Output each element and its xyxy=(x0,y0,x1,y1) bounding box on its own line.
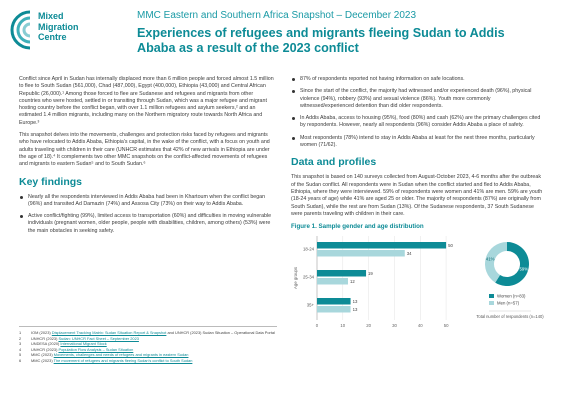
data-profiles-heading: Data and profiles xyxy=(291,156,377,169)
data-label: 19 xyxy=(368,271,373,277)
gender-age-chart xyxy=(291,234,544,346)
bar xyxy=(317,270,366,277)
footnote: 3 UNDESA (2020) International Migrant Stock xyxy=(19,341,107,347)
intro-paragraph-2: This snapshot delves into the movements, challenges and protection risks faced by refugees and migrants who have relocated to Addis Ababa, Ethiopia's capital, in the wake of the conflict, with a focus on youth and adults traveling with children in their care (UNHCR estimates that 42% of new arrivals in Ethiopia are under the age of 18).⁴ It complements two other MMC snapshots on the conflict-affected movements of refugees and migrants to eastern Sudan⁵ and to South Sudan.⁶ xyxy=(19,132,270,168)
footnote-link[interactable]: International Migrant Stock xyxy=(60,341,107,347)
bar xyxy=(317,306,351,313)
snapshot-subtitle: MMC Eastern and Southern Africa Snapshot – December 2023 xyxy=(137,10,417,21)
data-label: 13 xyxy=(352,307,358,313)
data-paragraph: This snapshot is based on 140 surveys collected from August-October 2023, 4-6 months after the outbreak of the Sudan conflict. All respondents were in Sudan when the conflict started and fled to Addis Ababa, Ethiopia, where they were interviewed. 59% of respondents were women and 41% are men. 59% are youth (18-24 years of age) while 41% are aged 25 or older. The majority of respondents (87%) are originally from South Sudan), while the rest are from Sudan (13%). Of the Sudanese respondents, 37 South Sudanese were parents traveling with children in their care. xyxy=(291,174,543,217)
legend-swatch xyxy=(489,294,494,298)
y-tick-label: 25-34 xyxy=(303,274,314,280)
x-tick-label: 40 xyxy=(417,323,423,329)
bar xyxy=(317,298,351,305)
x-tick-label: 0 xyxy=(315,323,319,329)
footnote: 1 IOM (2023) Displacement Tracking Matrix: Sudan Situation Report & Snapshot and UNHCR (2023) Sudan Situation – Operational Data Portal xyxy=(19,330,275,335)
data-label: 12 xyxy=(349,279,355,285)
y-tick-label: 18-24 xyxy=(303,246,314,252)
data-label: 34 xyxy=(406,251,412,257)
footnote-link[interactable]: Movements, challenges and needs of refugees and migrants in eastern Sudan xyxy=(53,352,189,358)
bar xyxy=(317,242,446,249)
legend-swatch xyxy=(489,301,494,305)
footnote-link[interactable]: Displacement Tracking Matrix: Sudan Situation Report & Snapshot xyxy=(51,330,167,335)
footnote-link[interactable]: Sudan: UNHCR Fact Sheet – September 2023 xyxy=(58,335,139,341)
x-tick-label: 30 xyxy=(392,323,397,329)
bar xyxy=(317,250,405,257)
footnote-link[interactable]: The movement of refugees and migrants fleeing Sudan's conflict to South Sudan xyxy=(53,357,193,363)
figure-title: Figure 1. Sample gender and age distribution xyxy=(291,223,424,231)
footnote-link[interactable]: Population Flow Analysis – Sudan Situation xyxy=(58,346,134,352)
x-tick-label: 20 xyxy=(366,323,372,329)
donut-label: 41% xyxy=(485,257,495,263)
logo-arcs-icon xyxy=(8,8,38,52)
legend-label: Men (n=57) xyxy=(497,301,520,307)
donut-total-label: Total number of respondents (n=140) xyxy=(476,314,544,320)
key-findings-list xyxy=(19,194,274,235)
footnote: 5 MMC (2023) Movements, challenges and needs of refugees and migrants in eastern Sudan xyxy=(19,352,189,358)
finding-item: Nearly all the respondents interviewed in Addis Ababa had been in Khartoum when the conflict began (96%) and transited Ad Damazin (74%) and Assosa City (73%) on their way to Addis Ababa. xyxy=(19,194,274,209)
donut-slice xyxy=(485,242,507,283)
footnote: 2 UNHCR (2023) Sudan: UNHCR Fact Sheet – September 2023 xyxy=(19,335,139,341)
key-findings-heading: Key findings xyxy=(19,175,83,188)
mmc-logo xyxy=(8,8,90,56)
key-findings-list-continued xyxy=(291,76,544,149)
finding-item: In Addis Ababa, access to housing (95%), food (80%) and cash (62%) are the primary challenges cited by respondents. However, nearly all respondents (96%) consider Addis Ababa a place of safety. xyxy=(291,115,544,130)
finding-item: Active conflict/fighting (99%), limited access to transportation (60%) and difficulties in moving vulnerable individuals (pregnant women, older people, people with disabilities, children, among others) (53%) were the main obstacles in seeking safety. xyxy=(19,213,274,235)
footnote: 6 MMC (2023) The movement of refugees and migrants fleeing Sudan's conflict to South Sudan xyxy=(19,357,193,363)
right-column xyxy=(291,76,544,346)
y-tick-label: 35+ xyxy=(306,302,314,308)
finding-item: Since the start of the conflict, the majority had witnessed and/or experienced death (96%), physical violence (94%), robbery (93%) and sexual violence (86%). Youth more commonly witnessed/experienced detention than did older respondents. xyxy=(291,88,544,110)
data-label: 50 xyxy=(448,243,453,249)
intro-paragraph-1: Conflict since April in Sudan has internally displaced more than 6 million people and forced almost 1.5 million to flee to South Sudan (561,000), Chad (487,000), Egypt (400,000), Ethiopia (43,000) and Central African Republic (26,000).¹ Among those forced to flee are Sudanese and refugees and migrants from other countries who were hosted, settled in or transiting through Sudan, which was a major refugee and migrant hosting country before the conflict began, with over 1.1 million refugees and asylum seekers,² and an estimated 1.4 million migrants, including many on the Northern migratory route towards North Africa and Europe.³ xyxy=(19,76,274,126)
figure-1 xyxy=(291,234,544,346)
data-label: 13 xyxy=(352,299,358,305)
footnote: 4 UNHCR (2023) Population Flow Analysis – Sudan Situation xyxy=(19,346,134,352)
y-axis-label: Age groups xyxy=(293,267,298,290)
donut-label: 59% xyxy=(519,266,529,272)
legend-label: Women (n=83) xyxy=(497,294,526,300)
finding-item: 87% of respondents reported not having information on safe locations. xyxy=(291,76,544,83)
x-tick-label: 50 xyxy=(443,323,449,329)
finding-item: Most respondents (78%) intend to stay in Addis Ababa at least for the next three months, particularly women (71/62). xyxy=(291,135,544,150)
left-column xyxy=(19,76,274,240)
x-tick-label: 10 xyxy=(340,323,346,329)
bar xyxy=(317,278,348,285)
footnotes xyxy=(19,326,277,364)
header xyxy=(0,0,565,66)
page-title: Experiences of refugees and migrants fleeing Sudan to Addis Ababa as a result of the 2023 conflict xyxy=(137,26,505,55)
logo-text: Mixed Migration Centre xyxy=(38,11,79,42)
